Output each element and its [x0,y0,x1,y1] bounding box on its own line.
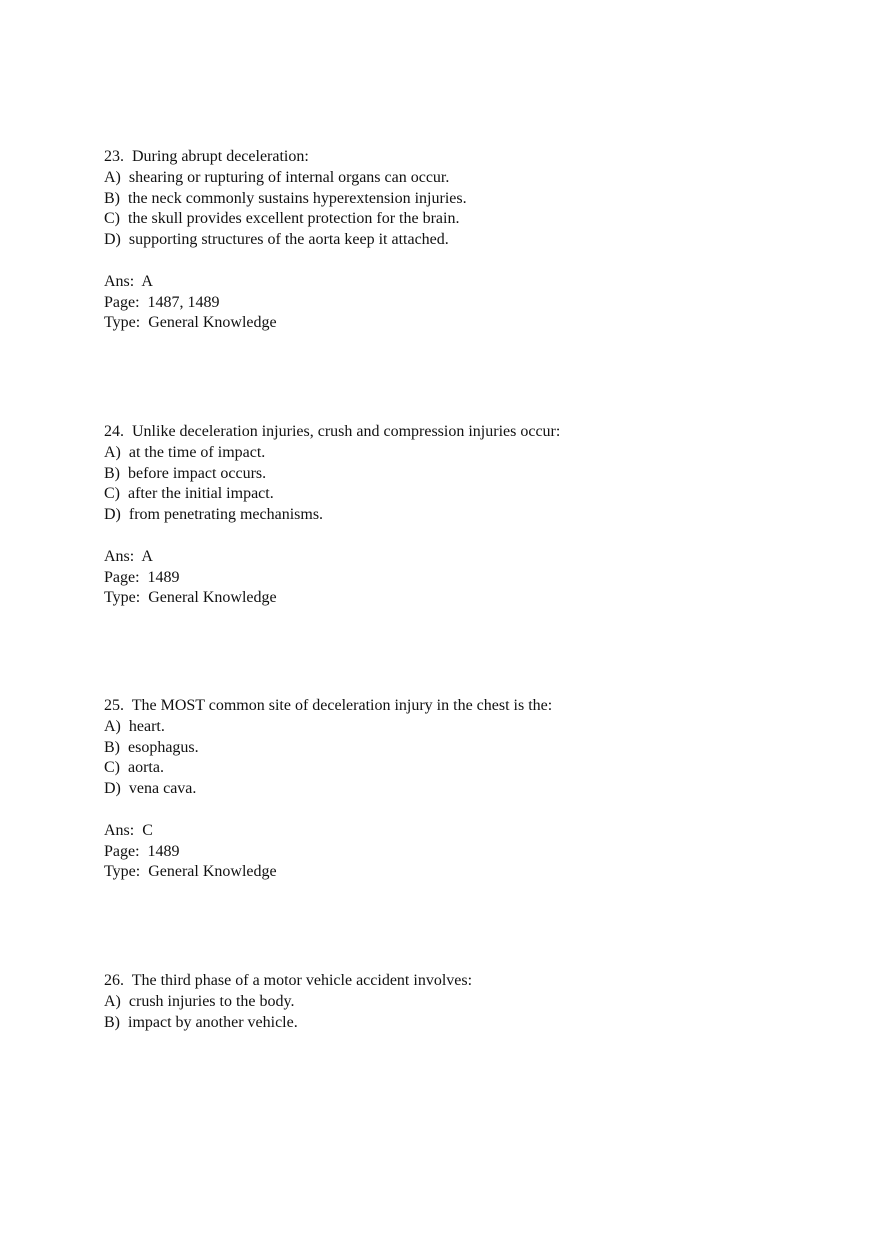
answer-line: Ans: A [104,272,153,290]
question-stem: 23. During abrupt deceleration: [104,148,309,165]
spacer [104,251,824,272]
option-b: B) the neck commonly sustains hyperextension injuries. [104,189,467,207]
page-reference: Page: 1489 [104,568,180,586]
option-a: A) heart. [104,717,165,735]
question-type: Type: General Knowledge [104,314,277,332]
question-24 [104,422,824,609]
question-25 [104,696,824,883]
question-type: Type: General Knowledge [104,863,277,881]
spacer [104,526,824,547]
option-a: A) crush injuries to the body. [104,992,295,1010]
option-b: B) before impact occurs. [104,464,267,482]
page-reference: Page: 1489 [104,842,180,860]
question-26 [104,971,824,1033]
spacer [104,800,824,821]
option-d: D) vena cava. [104,780,197,798]
option-b: B) esophagus. [104,738,199,756]
option-a: A) at the time of impact. [104,443,266,461]
question-stem: 26. The third phase of a motor vehicle accident involves: [104,972,473,989]
question-23 [104,147,824,334]
option-d: D) supporting structures of the aorta keep it attached. [104,231,449,249]
question-stem: 25. The MOST common site of deceleration injury in the chest is the: [104,697,553,714]
answer-line: Ans: A [104,547,153,565]
option-c: C) after the initial impact. [104,485,274,503]
question-type: Type: General Knowledge [104,589,277,607]
option-b: B) impact by another vehicle. [104,1013,298,1031]
option-c: C) the skull provides excellent protection for the brain. [104,210,460,228]
option-a: A) shearing or rupturing of internal organs can occur. [104,168,450,186]
question-stem: 24. Unlike deceleration injuries, crush and compression injuries occur: [104,423,561,440]
option-c: C) aorta. [104,759,164,777]
page-reference: Page: 1487, 1489 [104,293,220,311]
answer-line: Ans: C [104,821,153,839]
option-d: D) from penetrating mechanisms. [104,506,324,524]
